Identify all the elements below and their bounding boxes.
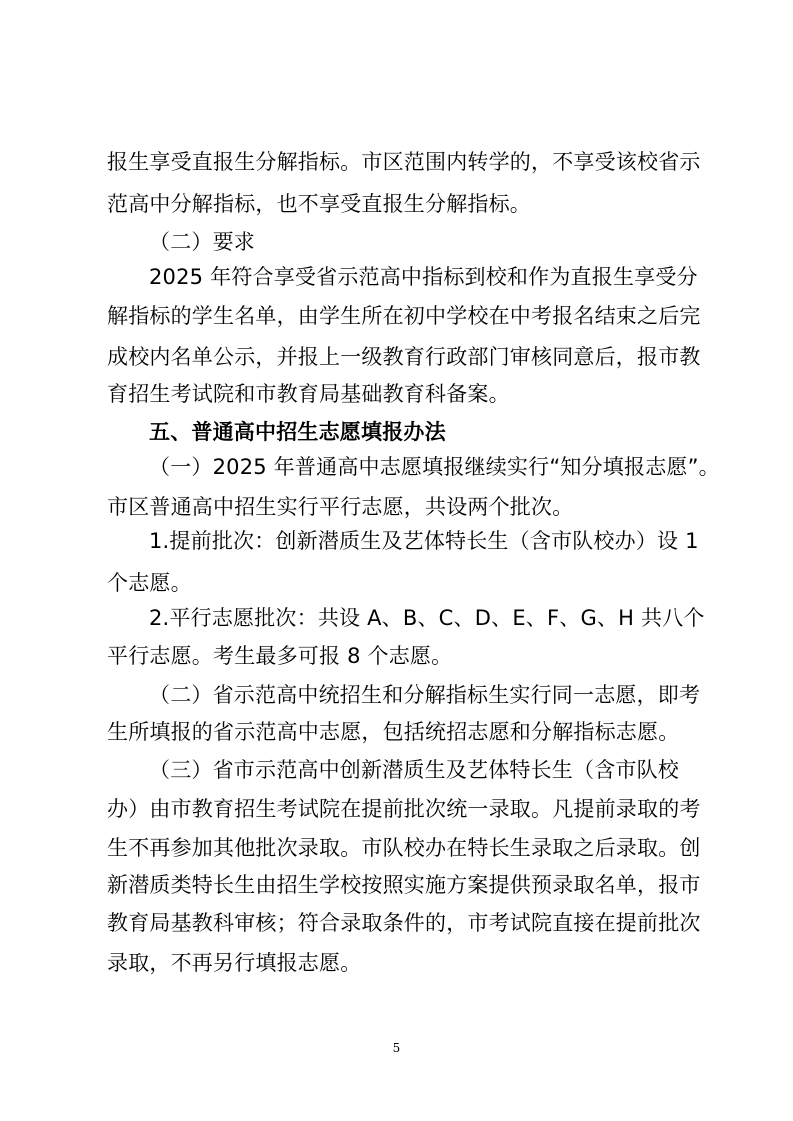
paragraph-line: 2025 年符合享受省示范高中指标到校和作为直报生享受分 [149, 265, 698, 289]
paragraph-line: 范高中分解指标，也不享受直报生分解指标。 [107, 192, 531, 216]
paragraph-line: 个志愿。 [107, 571, 192, 595]
paragraph-line: 生不再参加其他批次录取。市队校办在特长生录取之后录取。创 [107, 836, 701, 860]
paragraph-line: （三）省市示范高中创新潜质生及艺体特长生（含市队校 [149, 758, 679, 782]
paragraph-line: 成校内名单公示，并报上一级教育行政部门审核同意后，报市教 [107, 345, 701, 369]
paragraph-line: 解指标的学生名单，由学生所在初中学校在中考报名结束之后完 [107, 304, 701, 328]
paragraph-line: 1.提前批次：创新潜质生及艺体特长生（含市队校办）设 1 [149, 529, 699, 553]
paragraph-line: 报生享受直报生分解指标。市区范围内转学的，不享受该校省示 [107, 150, 701, 174]
paragraph-line: 市区普通高中招生实行平行志愿，共设两个批次。 [107, 495, 574, 519]
paragraph-line: 教育局基教科审核；符合录取条件的，市考试院直接在提前批次 [107, 911, 701, 935]
section-subheading: （二）要求 [149, 230, 255, 254]
paragraph-line: 新潜质类特长生由招生学校按照实施方案提供预录取名单，报市 [107, 873, 701, 897]
paragraph-line: 生所填报的省示范高中志愿，包括统招志愿和分解指标志愿。 [107, 720, 680, 744]
paragraph-line: （二）省示范高中统招生和分解指标生实行同一志愿，即考 [149, 683, 701, 707]
paragraph-line: 平行志愿。考生最多可报 8 个志愿。 [107, 644, 453, 668]
paragraph-line: 2.平行志愿批次：共设 A、B、C、D、E、F、G、H 共八个 [149, 606, 705, 630]
paragraph-line: 录取，不再另行填报志愿。 [107, 951, 362, 975]
paragraph-line: （一）2025 年普通高中志愿填报继续实行“知分填报志愿”。 [149, 455, 720, 479]
paragraph-line: 办）由市教育招生考试院在提前批次统一录取。凡提前录取的考 [107, 797, 701, 821]
section-heading: 五、普通高中招生志愿填报办法 [149, 420, 446, 444]
paragraph-line: 育招生考试院和市教育局基础教育科备案。 [107, 382, 510, 406]
page-number: 5 [392, 1041, 401, 1055]
